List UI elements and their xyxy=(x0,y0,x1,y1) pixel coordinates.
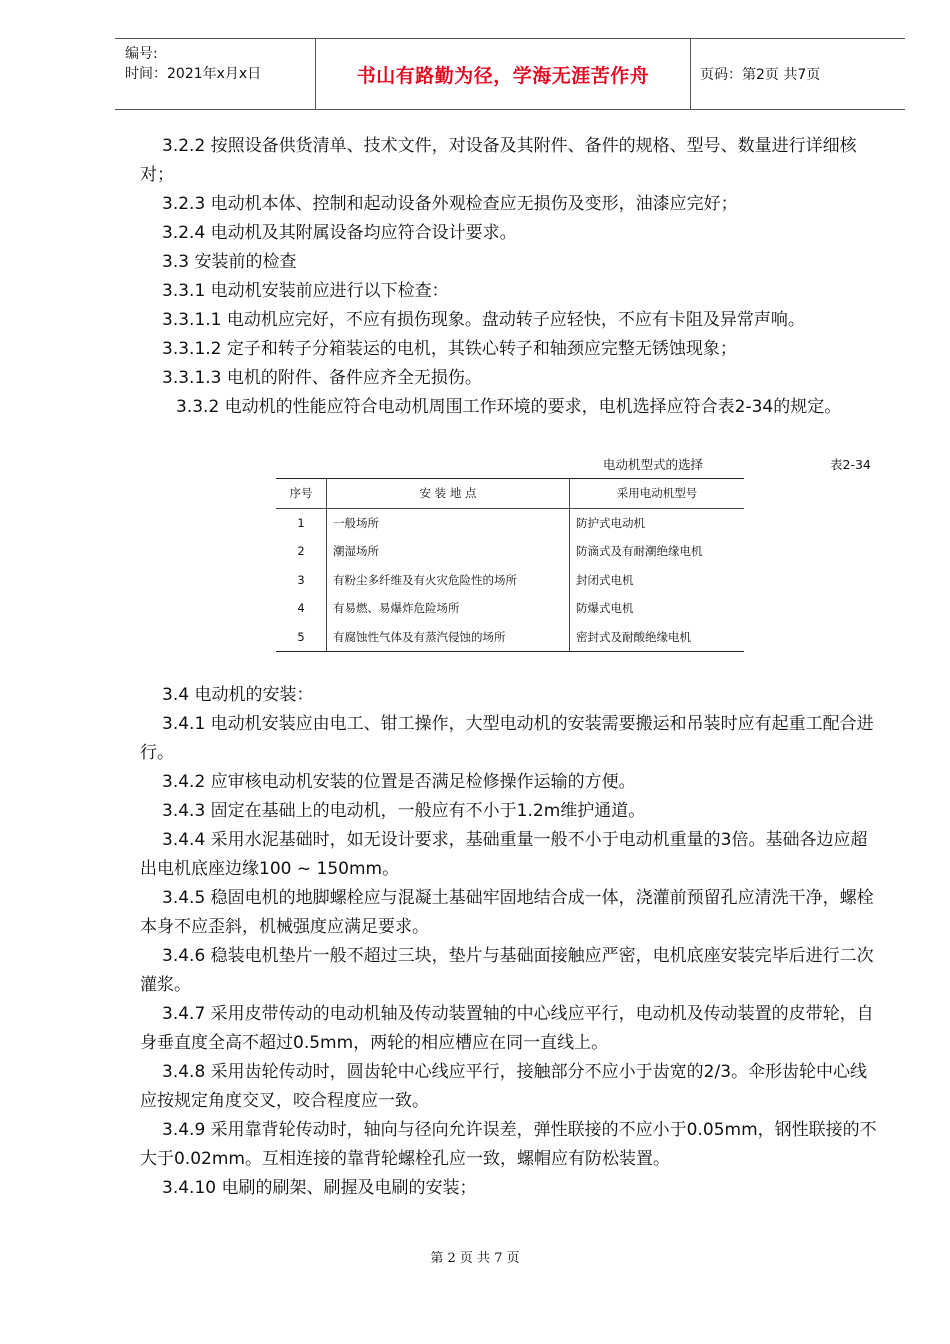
document-body xyxy=(140,132,880,422)
table-cell-number: 3 xyxy=(276,566,327,595)
paragraph: 3.4.4 采用水泥基础时，如无设计要求，基础重量一般不小于电动机重量的3倍。基础各边应超出电机底座边缘100 ~ 150mm。 xyxy=(140,830,868,879)
paragraph: 3.4.8 采用齿轮传动时，圆齿轮中心线应平行，接触部分不应小于齿宽的2/3。伞形齿轮中心线应按规定角度交叉，咬合程度应一致。 xyxy=(140,1062,868,1111)
header-page-cell xyxy=(690,39,905,109)
table-cell-motor-type: 防护式电动机 xyxy=(576,515,645,530)
paragraph: 3.4.9 采用靠背轮传动时，轴向与径向允许误差，弹性联接的不应小于0.05mm，钢性联接的不大于0.02mm。互相连接的靠背轮螺栓孔应一致，螺帽应有防松装置。 xyxy=(140,1120,877,1169)
table-cell-number: 1 xyxy=(276,508,327,537)
section-heading: 3.4 电动机的安装： xyxy=(162,685,314,705)
table-cell-location: 有易燃、易爆炸危险场所 xyxy=(327,594,570,623)
table-cell-number: 4 xyxy=(276,594,327,623)
paragraph: 3.3.1.3 电机的附件、备件应齐全无损伤。 xyxy=(162,368,482,388)
document-body-continued xyxy=(140,681,880,1203)
table-cell-location: 潮湿场所 xyxy=(327,537,570,566)
paragraph: 3.2.4 电动机及其附属设备均应符合设计要求。 xyxy=(162,223,517,243)
table-cell-number: 5 xyxy=(276,623,327,652)
paragraph: 3.3.1.2 定子和转子分箱装运的电机，其铁心转子和轴颈应完整无锈蚀现象； xyxy=(162,339,737,359)
paragraph: 3.4.10 电刷的刷架、刷握及电刷的安装； xyxy=(162,1178,477,1198)
table-cell-motor-type: 防滴式及有耐潮绝缘电机 xyxy=(576,544,703,559)
table-cell-motor-type: 密封式及耐酸绝缘电机 xyxy=(570,623,745,652)
table-cell-location: 有粉尘多纤维及有火灾危险性的场所 xyxy=(327,566,570,595)
paragraph: 3.2.3 电动机本体、控制和起动设备外观检查应无损伤及变形，油漆应完好； xyxy=(162,194,738,214)
column-header-motor-type: 采用电动机型号 xyxy=(570,479,745,509)
table-row xyxy=(276,537,744,566)
table-row xyxy=(276,566,744,595)
table-cell-location: 一般场所 xyxy=(327,508,570,537)
table-caption: 电动机型式的选择 xyxy=(602,457,703,472)
table-cell-motor-type: 防爆式电机 xyxy=(576,601,634,616)
table-cell-motor-type: 封闭式电机 xyxy=(576,572,634,587)
paragraph: 3.4.2 应审核电动机安装的位置是否满足检修操作运输的方便。 xyxy=(162,772,636,792)
page-header xyxy=(115,38,905,110)
paragraph: 3.4.7 采用皮带传动的电动机轴及传动装置轴的中心线应平行，电动机及传动装置的皮带轮，自身垂直度全高不超过0.5mm，两轮的相应槽应在同一直线上。 xyxy=(140,1004,874,1053)
paragraph: 3.4.1 电动机安装应由电工、钳工操作，大型电动机的安装需要搬运和吊装时应有起重工配合进行。 xyxy=(140,714,874,763)
paragraph: 3.4.6 稳装电机垫片一般不超过三块，垫片与基础面接触应严密，电机底座安装完毕后进行二次灌浆。 xyxy=(140,946,874,995)
table-cell-number: 2 xyxy=(276,537,327,566)
paragraph: 3.4.5 稳固电机的地脚螺栓应与混凝土基础牢固地结合成一体，浇灌前预留孔应清洗干净，螺栓本身不应歪斜，机械强度应满足要求。 xyxy=(140,888,874,937)
page-footer: 第 2 页 共 7 页 xyxy=(430,1251,520,1266)
header-meta xyxy=(115,39,315,109)
paragraph: 3.2.2 按照设备供货清单、技术文件，对设备及其附件、备件的规格、型号、数量进行详细核对； xyxy=(140,136,857,185)
column-header-number: 序号 xyxy=(276,479,327,509)
header-motto: 书山有路勤为径，学海无涯苦作舟 xyxy=(356,64,650,87)
motor-selection-table xyxy=(276,478,744,652)
paragraph: 3.3.1.1 电动机应完好，不应有损伤现象。盘动转子应轻快，不应有卡阻及异常声响。 xyxy=(162,310,805,330)
header-page-info: 页码：第2页 共7页 xyxy=(700,67,821,83)
table-number: 表2-34 xyxy=(830,457,871,472)
table-row xyxy=(276,623,744,652)
paragraph: 3.4.3 固定在基础上的电动机，一般应有不小于1.2m维护通道。 xyxy=(162,801,646,821)
section-heading: 3.3 安装前的检查 xyxy=(162,252,297,272)
table-header-row xyxy=(276,479,744,509)
table-row xyxy=(276,508,744,537)
column-header-location: 安 装 地 点 xyxy=(327,479,570,509)
table-row xyxy=(276,594,744,623)
paragraph: 3.3.2 电动机的性能应符合电动机周围工作环境的要求，电机选择应符合表2-34的规定。 xyxy=(176,397,842,417)
document-time: 时间：2021年x月x日 xyxy=(125,66,262,82)
table-cell-location: 有腐蚀性气体及有蒸汽侵蚀的场所 xyxy=(327,623,570,652)
paragraph: 3.3.1 电动机安装前应进行以下检查： xyxy=(162,281,449,301)
document-number-label: 编号: xyxy=(125,46,158,62)
header-motto-cell xyxy=(315,39,691,109)
